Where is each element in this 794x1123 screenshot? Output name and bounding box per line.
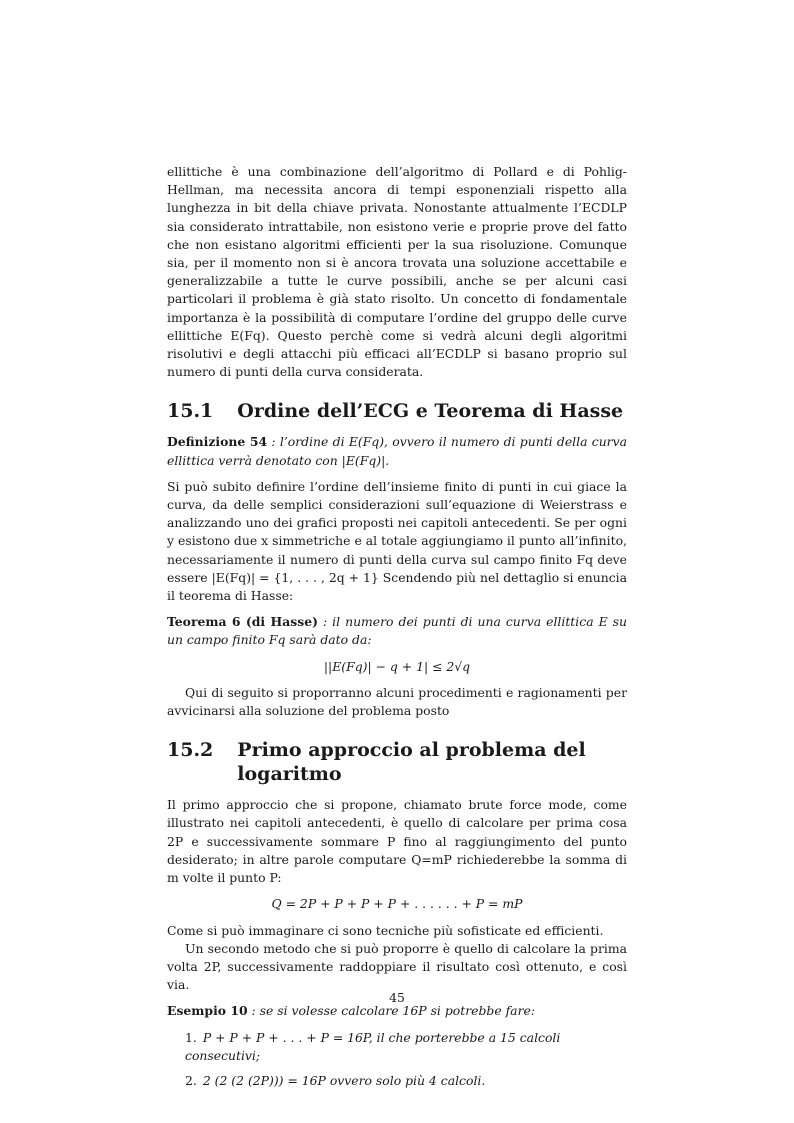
definition-label: Definizione 54 bbox=[167, 434, 268, 450]
section-title: Primo approccio al problema del logaritmo bbox=[237, 739, 586, 786]
page-number: 45 bbox=[389, 990, 405, 1005]
order-paragraph: Si può subito definire l’ordine dell’insieme finito di punti in cui giace la curva, da delle semplici considerazioni sull’equazione di Weierstrass e analizzando uno dei grafici proposti nei capitoli antecedenti. Se per ogni y esistono due x simmetriche e al totale aggiungiamo il punto all’infinito, necessariamente il numero di punti della curva sul campo finito Fq deve essere |E(Fq)| = {1, . . . , 2q + 1} Scendendo più nel dettaglio si enuncia il teorema di Hasse: bbox=[167, 478, 627, 604]
list-item: 2. 2 (2 (2 (2P))) = 16P ovvero solo più 4 calcoli. bbox=[185, 1072, 486, 1088]
definition-text: : l’ordine di E(Fq), ovvero il numero di punti della curva ellittica verrà denotato con |E(Fq)|. bbox=[167, 434, 627, 468]
example-list bbox=[167, 1029, 627, 1091]
list-item: 1. P + P + P + . . . + P = 16P, il che porterebbe a 15 calcoli consecutivi; bbox=[185, 1029, 561, 1063]
example-label: Esempio 10 bbox=[167, 1003, 248, 1019]
section-number: 15.2 bbox=[167, 739, 214, 762]
example-10 bbox=[167, 1002, 627, 1020]
theorem-text: : il numero dei punti di una curva ellittica E su un campo finito Fq sarà dato da: bbox=[167, 614, 627, 648]
example-text: : se si volesse calcolare 16P si potrebbe fare: bbox=[247, 1003, 535, 1019]
section-number: 15.1 bbox=[167, 400, 214, 423]
page-body bbox=[167, 163, 627, 1097]
theorem-label: Teorema 6 (di Hasse) bbox=[167, 614, 318, 630]
section-heading-15-1 bbox=[167, 399, 627, 423]
section-heading-15-2 bbox=[167, 738, 627, 786]
sum-equation: Q = 2P + P + P + P + . . . . . . + P = mP bbox=[271, 896, 523, 912]
transition-paragraph: Qui di seguito si proporranno alcuni procedimenti e ragionamenti per avvicinarsi alla soluzione del problema posto bbox=[167, 684, 627, 719]
intro-paragraph: ellittiche è una combinazione dell’algoritmo di Pollard e di Pohlig-Hellman, ma necessita ancora di tempi esponenziali rispetto alla lunghezza in bit della chiave privata. Nonostante attualmente l’ECDLP sia considerato intrattabile, non esistono verie e proprie prove del fatto che non esistano algoritmi efficienti per la sua risoluzione. Comunque sia, per il momento non si è ancora trovata una soluzione accettabile e generalizzabile a tutte le curve possibili, anche se per alcuni casi particolari il problema è già stato risolto. Un concetto di fondamentale importanza è la possibilità di computare l’ordine del gruppo delle curve ellittiche E(Fq). Questo perchè come si vedrà alcuni degli algoritmi risolutivi e degli attacchi più efficaci all’ECDLP si basano proprio sul numero di punti della curva considerata. bbox=[167, 164, 627, 380]
definition-54 bbox=[167, 433, 627, 469]
theorem-hasse bbox=[167, 613, 627, 649]
brute-force-paragraph: Il primo approccio che si propone, chiamato brute force mode, come illustrato nei capitoli antecedenti, è quello di calcolare per prima cosa 2P e successivamente sommare P fino al raggiungimento del punto desiderato; in altre parole computare Q=mP richiederebbe la somma di m volte il punto P: bbox=[167, 797, 627, 886]
section-title: Ordine dell’ECG e Teorema di Hasse bbox=[237, 400, 624, 423]
hasse-equation: ||E(Fq)| − q + 1| ≤ 2√q bbox=[323, 658, 471, 674]
doubling-paragraph: Un secondo metodo che si può proporre è quello di calcolare la prima volta 2P, successivamente raddoppiare il risultato così ottenuto, e così via. bbox=[167, 940, 627, 993]
techniques-paragraph: Come si può immaginare ci sono tecniche più sofisticate ed efficienti. bbox=[167, 922, 604, 938]
